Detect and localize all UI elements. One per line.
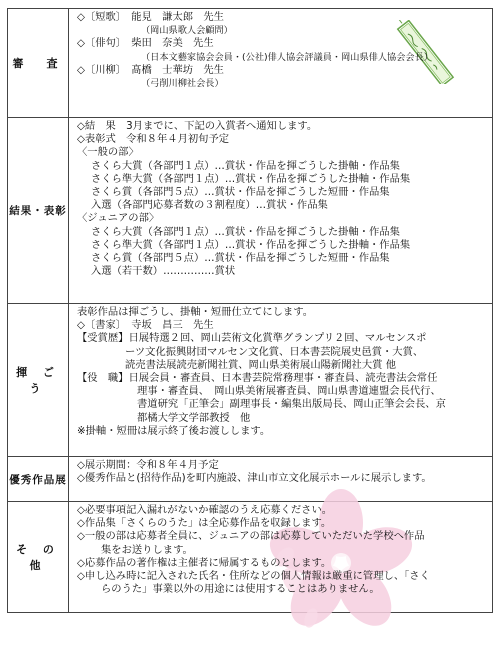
other-note-3-cont: 集をお送りします。 (101, 543, 193, 556)
label-results: 結果・表彰 (8, 118, 69, 304)
row-results (8, 118, 493, 304)
positions-line-3: 書道研究「正筆会」副理事長・編集出版局長、岡山正筆会会長、京 (137, 398, 446, 411)
awards-line-2: ーツ文化振興財団マルセン文化賞、日本書芸院展史邑賞・大賞、 (125, 345, 424, 358)
judges-content (69, 9, 493, 118)
calligrapher-name: ◇〔書家〕 寺坂 昌三 先生 (77, 319, 214, 332)
judge-tanka: ◇〔短歌〕 能見 謙太郎 先生 (77, 11, 224, 23)
entry-guidelines-table (7, 8, 493, 613)
label-judges: 審 査 (8, 9, 69, 118)
judge-senryu: ◇〔川柳〕 髙橋 士華坊 先生 (77, 63, 224, 76)
results-notice: ◇結 果 3月までに、下記の入賞者へ通知します。 (77, 120, 318, 132)
other-note-1: ◇必要事項記入漏れがないか確認のうえ応募ください。 (77, 504, 333, 516)
calligraphy-intro: 表彰作品は揮ごうし、掛軸・短冊仕立てにします。 (77, 306, 314, 318)
calligraphy-note: ※掛軸・短冊は展示終了後お渡しします。 (77, 424, 271, 437)
general-sakura-prize: さくら賞（各部門５点）…賞状・作品を揮ごうした短冊・作品集 (91, 186, 390, 199)
results-content (69, 118, 493, 304)
general-division-heading: 〈一般の部〉 (77, 146, 139, 159)
positions-line-1: 【役 職】日展会員・審査員、日本書芸院常務理事・審査員、読売書法会常任 (77, 372, 438, 385)
junior-division-heading: 〈ジュニアの部〉 (77, 212, 160, 225)
junior-selected: 入選（若干数）……………賞状 (91, 265, 236, 278)
label-calligraphy: 揮 ご う (8, 304, 69, 457)
awards-line-3: 読売書法展読売新聞社賞、岡山県美術展山陽新聞社大賞 他 (125, 358, 396, 371)
other-content (69, 502, 493, 613)
awards-line-1: 【受賞歴】日展特選２回、岡山芸術文化賞準グランプリ２回、マルセンスポ (77, 332, 427, 345)
other-note-3: ◇一般の部は応募者全員に、ジュニアの部は応募していただいた学校へ作品 (77, 530, 425, 543)
other-note-5: ◇申し込み時に記入された氏名・住所などの個人情報は厳重に管理し、「さく (77, 570, 430, 583)
general-selected: 入選（各部門応募者数の３割程度）…賞状・作品集 (91, 199, 328, 212)
other-note-2: ◇作品集「さくらのうた」は全応募作品を収録します。 (77, 517, 332, 530)
row-judges (8, 9, 493, 118)
junior-grand-prize: さくら大賞（各部門１点）…賞状・作品を揮ごうした掛軸・作品集 (91, 225, 400, 238)
judge-haiku: ◇〔俳句〕 柴田 奈美 先生 (77, 37, 214, 50)
row-exhibition (8, 457, 493, 502)
junior-sakura-prize: さくら賞（各部門５点）…賞状・作品を揮ごうした短冊・作品集 (91, 252, 390, 265)
calligraphy-content (69, 304, 493, 457)
junior-second-prize: さくら準大賞（各部門１点）…賞状・作品を揮ごうした掛軸・作品集 (91, 238, 411, 251)
label-exhibition: 優秀作品展 (8, 457, 69, 502)
positions-line-4: 都橘大学文学部教授 他 (137, 411, 251, 424)
general-grand-prize: さくら大賞（各部門１点）…賞状・作品を揮ごうした掛軸・作品集 (91, 159, 400, 172)
results-ceremony: ◇表彰式 令和８年４月初旬予定 (77, 133, 230, 146)
judge-haiku-title: （日本文藝家協会会員・(公社)俳人協会評議員・岡山県俳人協会会長） (141, 51, 433, 63)
label-other: そ の 他 (8, 502, 69, 613)
row-calligraphy (8, 304, 493, 457)
judge-senryu-title: （弓削川柳社会長） (141, 78, 224, 90)
other-note-4: ◇応募作品の著作権は主催者に帰属するものとします。 (77, 556, 332, 569)
row-other (8, 502, 493, 613)
positions-line-2: 理事・審査員、 岡山県美術展審査員、岡山県書道連盟会長代行、 (137, 385, 441, 398)
judge-tanka-title: （岡山県歌人会顧問） (141, 25, 233, 37)
exhibition-period: ◇展示期間：令和８年４月予定 (77, 459, 219, 471)
other-note-5-cont: らのうた」事業以外の用途には使用することはありません。 (101, 583, 380, 596)
general-second-prize: さくら準大賞（各部門１点）…賞状・作品を揮ごうした掛軸・作品集 (91, 172, 411, 185)
exhibition-venue: ◇優秀作品と(招待作品)を町内施設、津山市立文化展示ホールに展示します。 (77, 472, 432, 485)
